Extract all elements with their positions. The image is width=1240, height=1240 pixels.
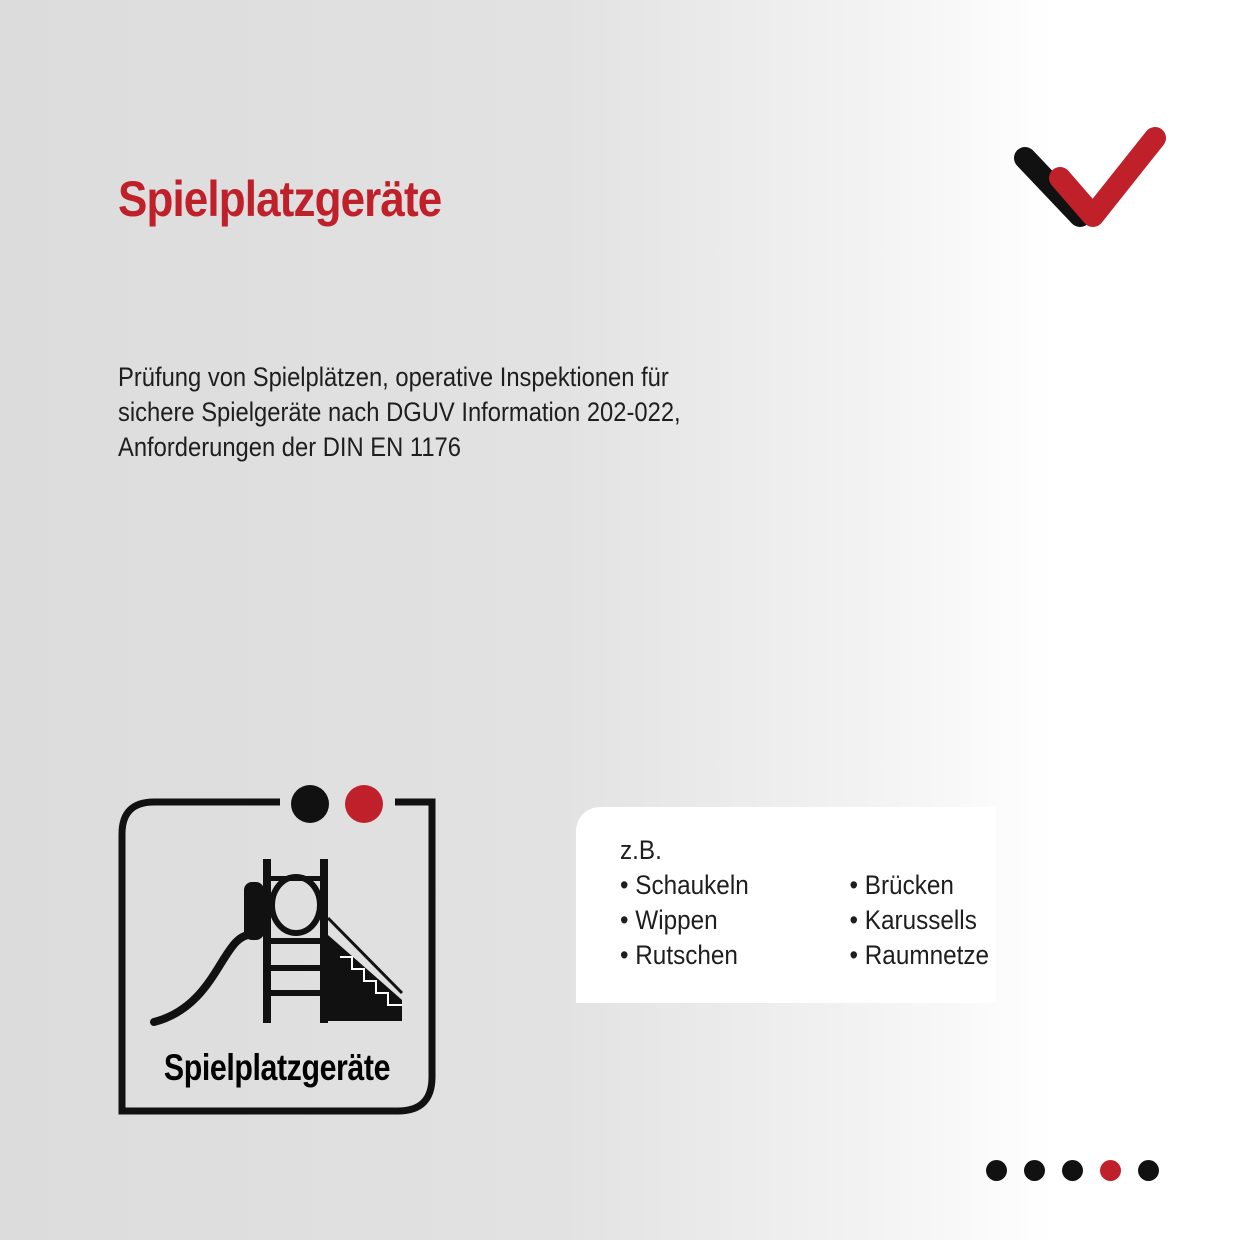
playground-badge xyxy=(112,775,442,1120)
pagination-dot[interactable] xyxy=(1024,1160,1045,1181)
list-item: • Raumnetze xyxy=(849,940,990,970)
pagination-dot[interactable] xyxy=(1138,1160,1159,1181)
examples-column-left xyxy=(620,868,749,973)
description-line: Prüfung von Spielplätzen, operative Inspektionen für xyxy=(118,362,669,392)
list-item: • Rutschen xyxy=(620,940,738,970)
description xyxy=(118,360,681,465)
list-item: • Karussells xyxy=(849,905,977,935)
badge-label: Spielplatzgeräte xyxy=(163,1047,391,1088)
description-line: Anforderungen der DIN EN 1176 xyxy=(118,432,461,462)
logo-icon xyxy=(1005,118,1175,238)
pagination-dot-active[interactable] xyxy=(1100,1160,1121,1181)
description-line: sichere Spielgeräte nach DGUV Information 202-022, xyxy=(118,397,681,427)
examples-column-right xyxy=(850,868,990,973)
list-item: • Wippen xyxy=(620,905,718,935)
list-item: • Schaukeln xyxy=(620,870,749,900)
badge-dot-dark xyxy=(291,785,329,823)
page-title: Spielplatzgeräte xyxy=(118,171,442,227)
carousel-pagination xyxy=(986,1160,1159,1181)
pagination-dot[interactable] xyxy=(986,1160,1007,1181)
examples-card xyxy=(576,807,996,1003)
list-item: • Brücken xyxy=(849,870,954,900)
pagination-dot[interactable] xyxy=(1062,1160,1083,1181)
playground-slide-icon xyxy=(154,859,402,1023)
examples-intro: z.B. xyxy=(620,835,662,865)
badge-dot-red xyxy=(345,785,383,823)
